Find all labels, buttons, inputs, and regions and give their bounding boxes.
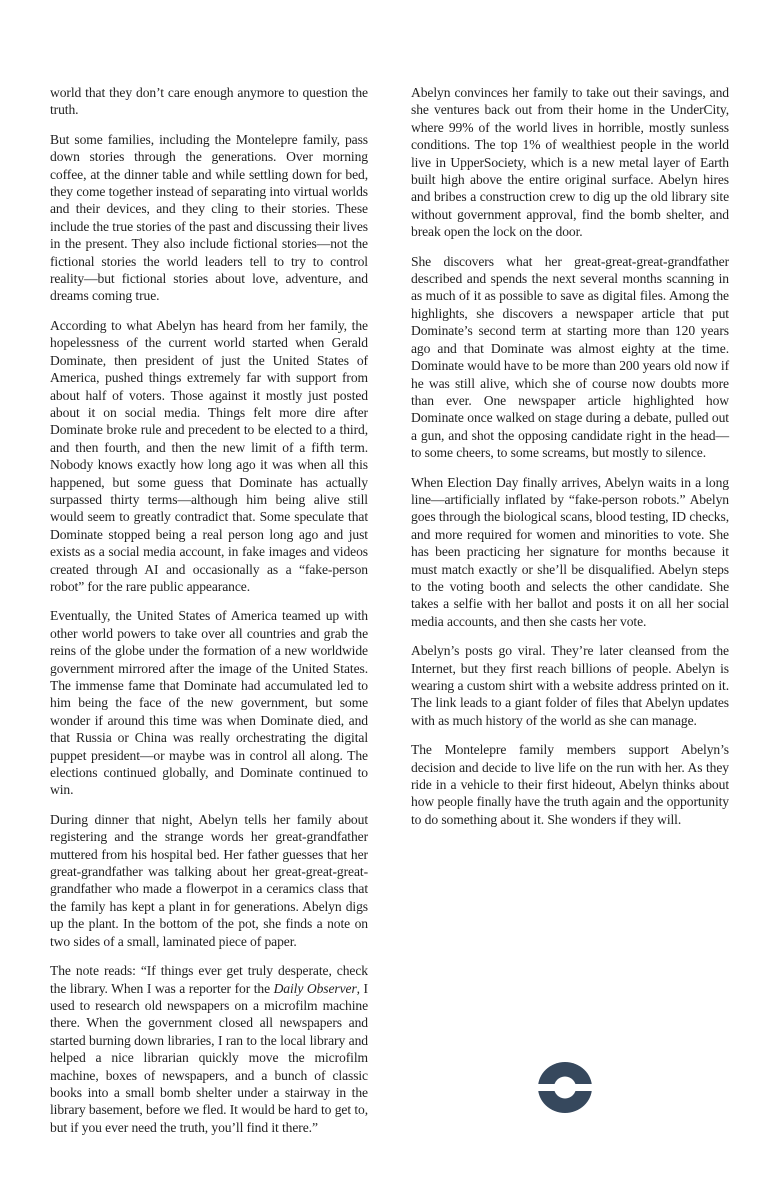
note-text-pre: The note reads: “If things ever get truly desperate, check the library. When I was a reporter for the (50, 963, 368, 996)
paragraph: During dinner that night, Abelyn tells her family about registering and the strange words her great-grandfather muttered from his hospital bed. Her father guesses that her great-grandfather was talking about her great-great-great-grandfather who made a flowerpot in a ceramics class that the family has kept a plant in for generations. Abelyn digs up the plant. In the bottom of the pot, she finds a note on two sides of a small, laminated piece of paper. (50, 811, 368, 949)
paragraph: According to what Abelyn has heard from her family, the hopelessness of the current world started when Gerald Dominate, then president of just the United States of America, pushed things extremely far with support from about half of voters. Those against it mostly just posted about it on social media. Things felt more dire after Dominate broke rule and precedent to be elected to a third, and then fourth, and then the new limit of a fifth term. Nobody knows exactly how long ago it was when all this happened, but some guess that Dominate has actually surpassed thirty terms—although him being alive still would seem to greatly contradict that. Some speculate that Dominate stopped being a real person long ago and just exists as a social media account, in fake images and videos created through AI and occasionally as a “fake-person robot” for the rare public appearance. (50, 317, 368, 594)
logo-slit (538, 1084, 592, 1091)
paragraph: But some families, including the Montelepre family, pass down stories through the generations. Over morning coffee, at the dinner table and while settling down for bed, they come together instead of separating into virtual worlds and their devices, and they cling to their stories. These include the true stories of the past and discussing their lives in the present. They also include fictional stories—not the fictional stories the world leaders tell to try to control reality—but fictional stories about love, adventure, and dreams coming true. (50, 131, 368, 304)
paragraph: She discovers what her great-great-great-grandfather described and spends the next several months scanning in as much of it as possible to save as digital files. Among the highlights, she discovers a newspaper article that put Dominate’s second term at starting more than 120 years ago and that Dominate was almost eighty at the time. Dominate would have to be more than 200 years old now if he was still alive, which she of course now doubts more than ever. One newspaper article highlighted how Dominate once walked on stage during a debate, pulled out a gun, and shot the opposing candidate right in the head—to some cheers, to some screams, but mostly to silence. (411, 253, 729, 461)
publication-title-italic: Daily Observer (273, 980, 357, 996)
paragraph: The Montelepre family members support Abelyn’s decision and decide to live life on the run with her. As they ride in a vehicle to their first hideout, Abelyn thinks about how people finally have the truth again and the opportunity to do something about it. She wonders if they will. (411, 742, 729, 827)
right-column (411, 84, 729, 840)
paragraph: Eventually, the United States of America teamed up with other world powers to take over all countries and grab the reins of the globe under the formation of a new worldwide government mirrored after the image of the United States. The immense fame that Dominate had accumulated led to him being the face of the new government, but some wonder if around this time was when Dominate died, and that Russia or China was really orchestrating the digital puppet president—or maybe was in control all along. The elections continued globally, and Dominate continued to win. (50, 608, 368, 798)
paragraph: world that they don’t care enough anymore to question the truth. (50, 85, 368, 118)
paragraph: When Election Day finally arrives, Abelyn waits in a long line—artificially inflated by “fake-person robots.” Abelyn goes through the biological scans, blood testing, ID checks, and more required for women and minorities to vote. She has been practicing her signature for months because it must match exactly or she’ll be disqualified. Abelyn steps to the voting booth and selects the other candidate. She takes a selfie with her ballot and posts it on all her social media accounts, and then she casts her vote. (411, 474, 729, 629)
note-paragraph (50, 962, 368, 1136)
split-ring-logo-icon (538, 1062, 592, 1113)
note-text-post: , I used to research old newspapers on a microfilm machine there. When the government closed all newspapers and started burning down libraries, I ran to the local library and helped a nice librarian quickly move the microfilm machine, boxes of newspapers, and a bunch of classic books into a small bomb shelter under a stairway in the library basement, before we fled. It would be hard to get to, but if you ever need the truth, you’ll find it there.” (50, 980, 368, 1135)
left-column (50, 84, 368, 1148)
paragraph: Abelyn convinces her family to take out their savings, and she ventures back out from their home in the UnderCity, where 99% of the world lives in horrible, mostly sunless conditions. The top 1% of wealthiest people in the world live in UpperSociety, which is a new metal layer of Earth built high above the entire original surface. Abelyn hires and bribes a construction crew to dig up the old library site without government approval, find the bomb shelter, and break open the lock on the door. (411, 85, 729, 240)
paragraph: Abelyn’s posts go viral. They’re later cleansed from the Internet, but they first reach billions of people. Abelyn is wearing a custom shirt with a website address printed on it. The link leads to a giant folder of files that Abelyn updates with as much history of the world as she can manage. (411, 643, 729, 728)
